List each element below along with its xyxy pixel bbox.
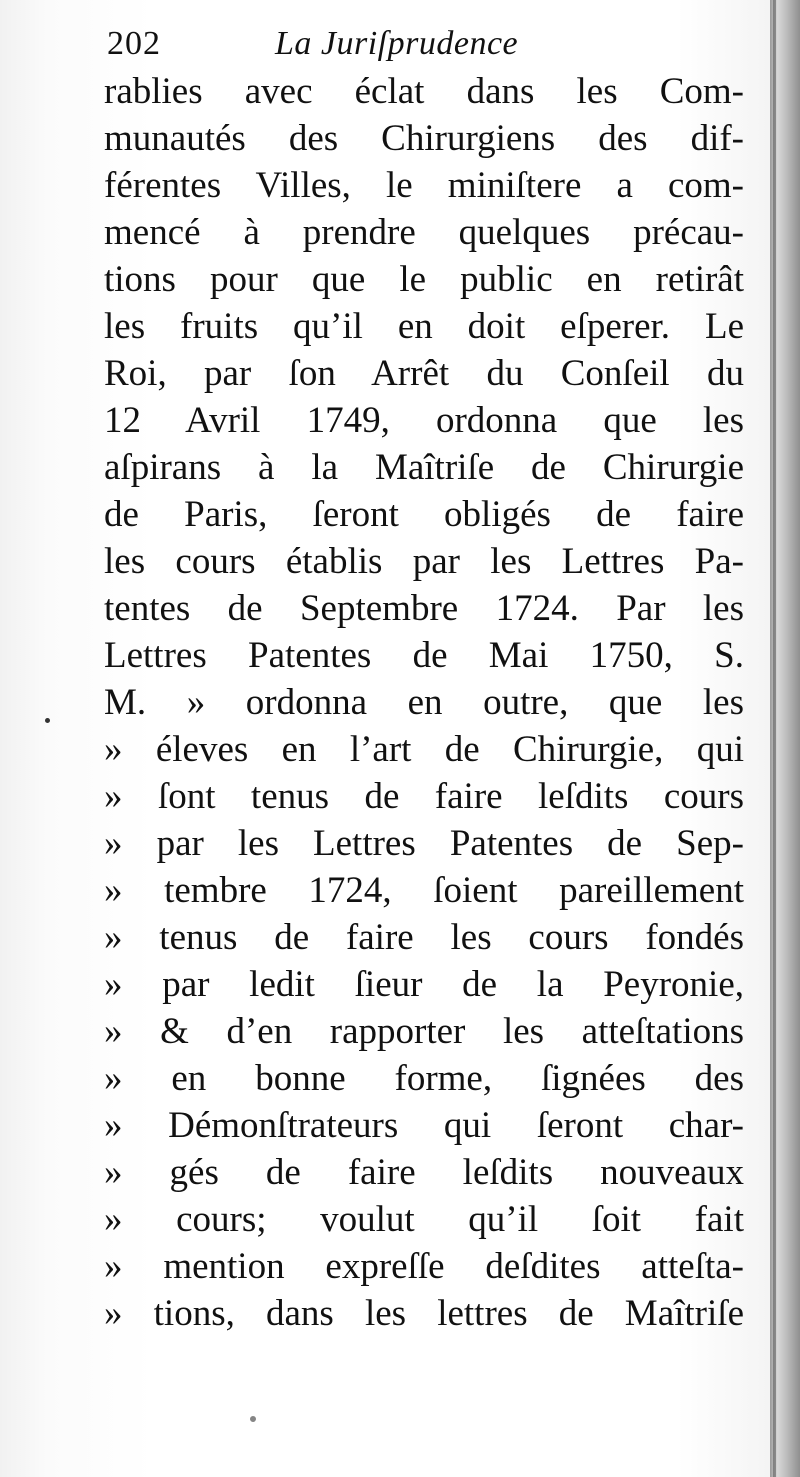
text-line: munautés des Chirurgiens des dif-	[104, 118, 744, 159]
text-line: » cours; voulut qu’il ſoit fait	[104, 1199, 744, 1240]
text-line: férentes Villes, le miniſtere a com-	[104, 165, 744, 206]
text-line: M. » ordonna en outre, que les	[104, 682, 744, 723]
text-line: » par ledit ſieur de la Peyronie,	[104, 964, 744, 1005]
text-line: mencé à prendre quelques précau-	[104, 212, 744, 253]
page-number: 202	[107, 25, 161, 62]
text-line: » tions, dans les lettres de Maîtriſe	[104, 1293, 744, 1334]
text-line: Roi, par ſon Arrêt du Conſeil du	[104, 353, 744, 394]
ink-speck	[250, 1416, 256, 1422]
text-line: » mention expreſſe deſdites atteſta-	[104, 1246, 744, 1287]
text-line: » par les Lettres Patentes de Sep-	[104, 823, 744, 864]
ink-speck	[45, 718, 50, 723]
text-line: 12 Avril 1749, ordonna que les	[104, 400, 744, 441]
text-line: tentes de Septembre 1724. Par les	[104, 588, 744, 629]
text-line: » & d’en rapporter les atteſtations	[104, 1011, 744, 1052]
text-line: » tembre 1724, ſoient pareillement	[104, 870, 744, 911]
text-line: » tenus de faire les cours fondés	[104, 917, 744, 958]
text-line: » ſont tenus de faire leſdits cours	[104, 776, 744, 817]
body-text	[104, 68, 744, 1337]
text-line: rablies avec éclat dans les Com-	[104, 71, 744, 112]
text-line: de Paris, ſeront obligés de faire	[104, 494, 744, 535]
text-line: » gés de faire leſdits nouveaux	[104, 1152, 744, 1193]
text-line: » éleves en l’art de Chirurgie, qui	[104, 729, 744, 770]
running-head	[107, 22, 747, 66]
text-line: les fruits qu’il en doit eſperer. Le	[104, 306, 744, 347]
text-line: tions pour que le public en retirât	[104, 259, 744, 300]
text-line: Lettres Patentes de Mai 1750, S.	[104, 635, 744, 676]
running-title: La Juriſprudence	[275, 25, 519, 62]
text-line: » Démonſtrateurs qui ſeront char-	[104, 1105, 744, 1146]
text-line: les cours établis par les Lettres Pa-	[104, 541, 744, 582]
text-line: » en bonne forme, ſignées des	[104, 1058, 744, 1099]
text-line: aſpirans à la Maîtriſe de Chirurgie	[104, 447, 744, 488]
page-edge-shadow	[773, 0, 776, 1477]
